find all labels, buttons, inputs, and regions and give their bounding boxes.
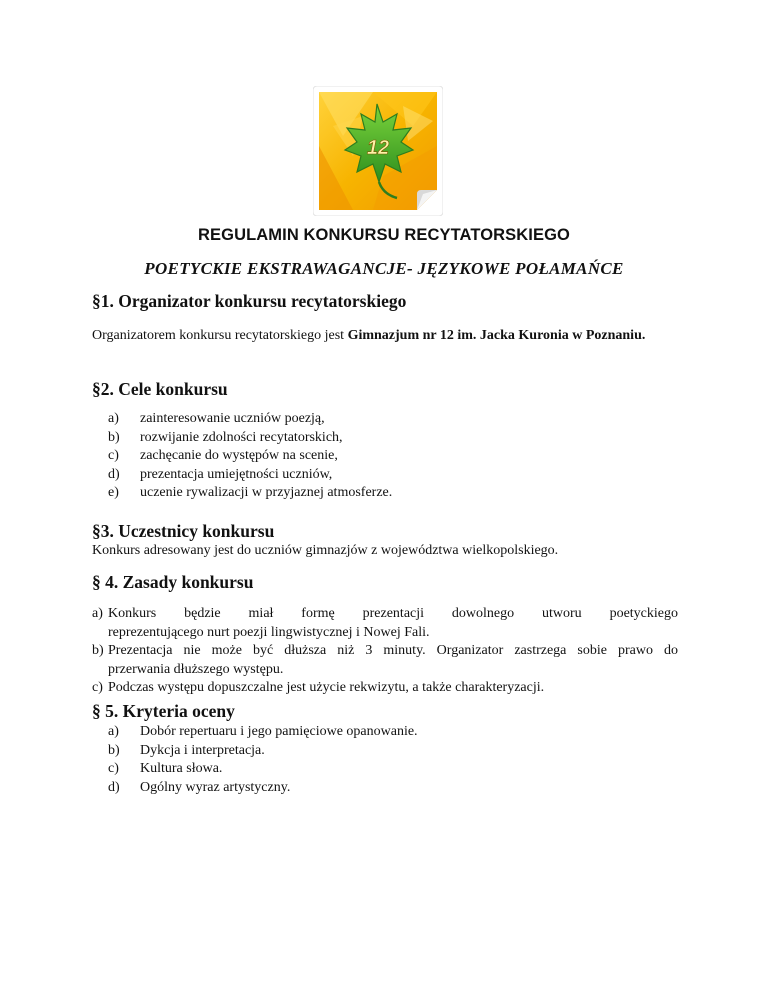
list-marker: c) <box>92 680 103 695</box>
list-item <box>76 605 678 642</box>
list-item-text: Dykcja i interpretacja. <box>140 742 265 758</box>
list-item-text: prezentacja umiejętności uczniów, <box>140 466 333 482</box>
list-marker: b) <box>108 429 120 445</box>
list-marker: b) <box>92 643 104 658</box>
list-marker: d) <box>108 779 120 795</box>
list-item <box>108 466 392 485</box>
section-4-list <box>92 605 678 698</box>
section-5-list <box>108 723 418 797</box>
list-item-text: zainteresowanie uczniów poezją, <box>140 411 325 426</box>
list-marker: c) <box>108 761 119 776</box>
list-item <box>76 679 678 698</box>
section-4-heading: § 4. Zasady konkursu <box>92 572 254 592</box>
list-item-text-line2: reprezentującego nurt poezji lingwistycznej i Nowej Fali. <box>108 624 430 640</box>
section-3-text: Konkurs adresowany jest do uczniów gimnazjów z województwa wielkopolskiego. <box>92 543 559 558</box>
list-item <box>108 447 392 466</box>
list-item <box>108 410 392 429</box>
section-1-text <box>92 326 678 346</box>
school-logo <box>313 86 443 216</box>
document-title: REGULAMIN KONKURSU RECYTATORSKIEGO <box>198 226 570 244</box>
list-item-text-line1: Prezentacja nie może być dłuższa niż 3 minuty. Organizator zastrzega sobie prawo do <box>108 643 678 658</box>
list-item <box>108 742 418 761</box>
document-subtitle: POETYCKIE EKSTRAWAGANCJE- JĘZYKOWE POŁAMAŃCE <box>144 259 624 278</box>
list-item <box>76 642 678 679</box>
list-item-text: rozwijanie zdolności recytatorskich, <box>140 429 343 445</box>
list-marker: b) <box>108 742 120 758</box>
list-marker: e) <box>108 485 119 500</box>
section-1-heading: §1. Organizator konkursu recytatorskiego <box>92 291 407 311</box>
list-marker: c) <box>108 448 119 463</box>
list-marker: a) <box>108 724 119 739</box>
section-2-heading: §2. Cele konkursu <box>92 379 228 399</box>
list-marker: a) <box>108 411 119 426</box>
list-marker: d) <box>108 466 120 482</box>
list-item-text: Ogólny wyraz artystyczny. <box>140 779 291 795</box>
list-item-text-line2: przerwania dłuższego występu. <box>108 661 284 677</box>
list-item-text: zachęcanie do występów na scenie, <box>140 448 338 463</box>
section-5-heading: § 5. Kryteria oceny <box>92 701 235 721</box>
section-3-heading: §3. Uczestnicy konkursu <box>92 521 275 541</box>
section-1-text-plain: Organizatorem konkursu recytatorskiego jest <box>92 328 348 343</box>
list-item <box>108 429 392 448</box>
list-marker: a) <box>92 606 103 621</box>
list-item-text: Kultura słowa. <box>140 761 223 776</box>
list-item <box>108 760 418 779</box>
list-item <box>108 484 392 503</box>
section-2-list <box>108 410 392 503</box>
list-item-text-line1: Podczas występu dopuszczalne jest użycie rekwizytu, a także charakteryzacji. <box>108 680 545 695</box>
list-item-text: uczenie rywalizacji w przyjaznej atmosferze. <box>140 485 393 500</box>
svg-text:12: 12 <box>366 137 390 159</box>
section-1-text-bold: Gimnazjum nr 12 im. Jacka Kuronia w Poznaniu. <box>347 328 646 343</box>
list-item-text: Dobór repertuaru i jego pamięciowe opanowanie. <box>140 724 418 739</box>
list-item <box>108 723 418 742</box>
list-item <box>108 779 418 798</box>
list-item-text-line1: Konkurs będzie miał formę prezentacji dowolnego utworu poetyckiego <box>108 606 678 621</box>
maple-leaf-icon <box>313 86 443 216</box>
